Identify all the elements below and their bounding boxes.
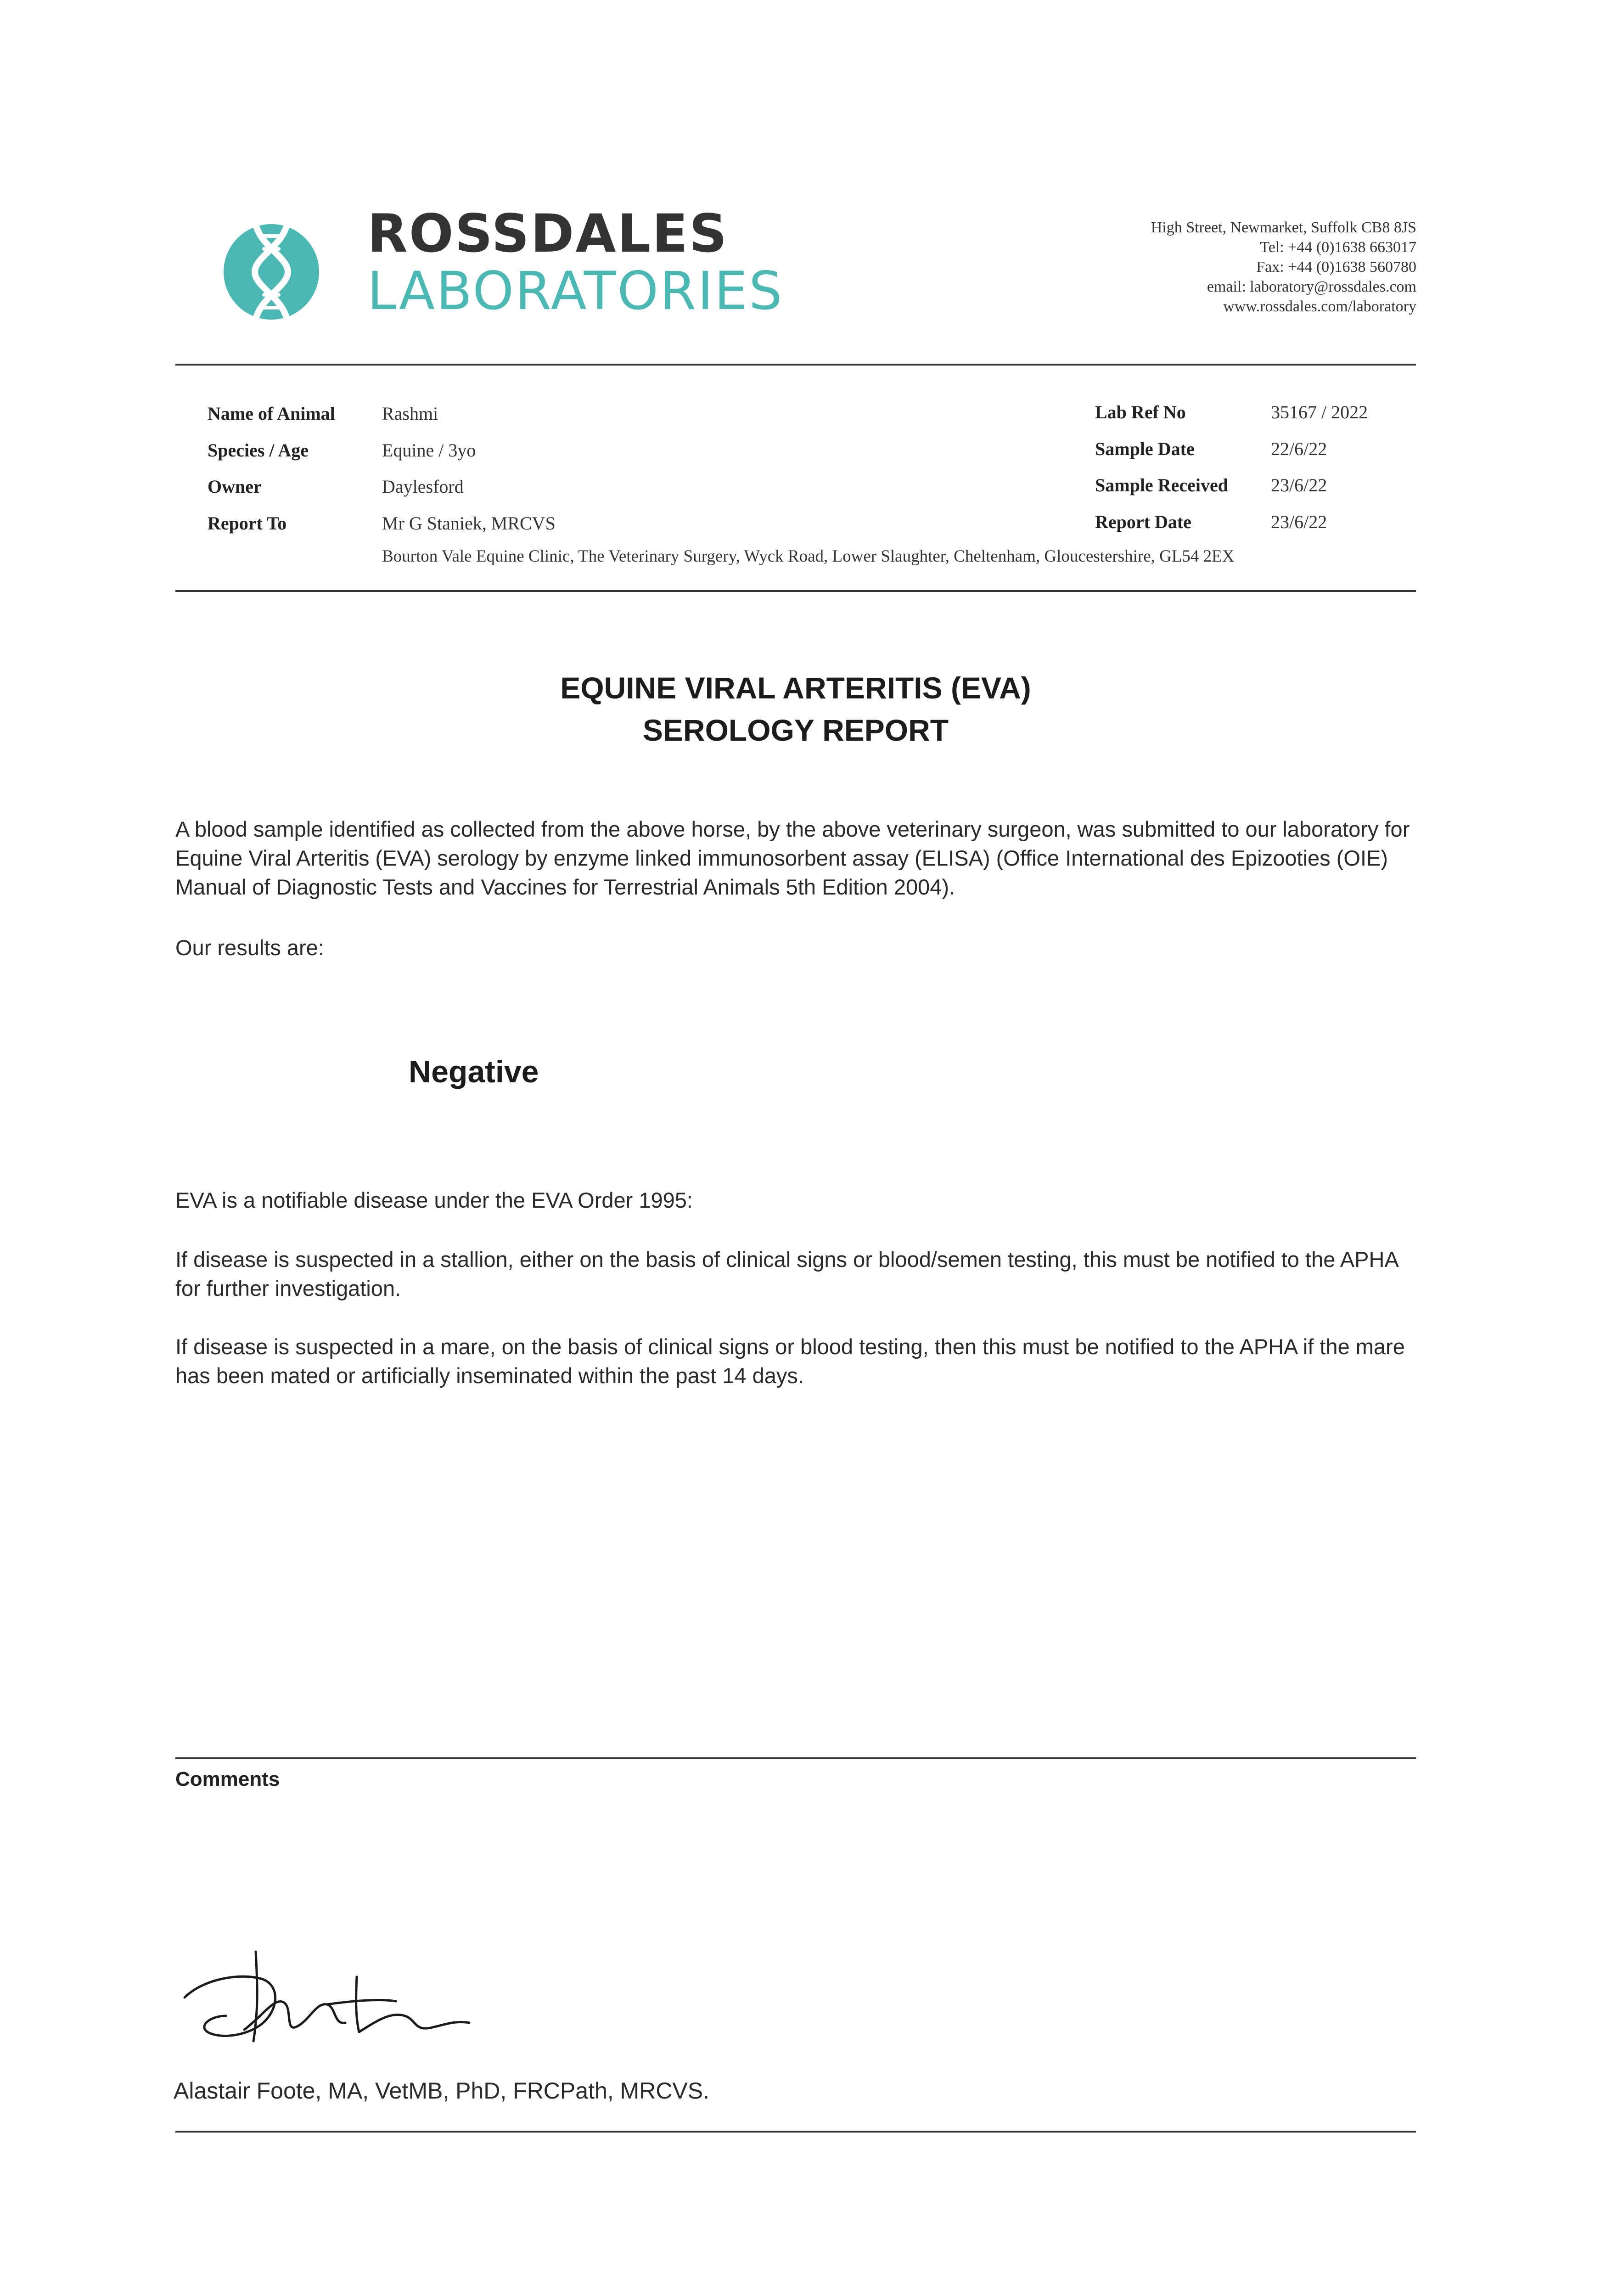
sample-date-label: Sample Date (1095, 439, 1195, 459)
name-of-animal-value: Rashmi (382, 403, 438, 424)
header-divider (175, 364, 1416, 366)
intro-paragraph: A blood sample identified as collected from the above horse, by the above veterinary surgeon, was submitted to our laboratory for Equine Viral Arteritis (EVA) serology by enzyme linked immunosorbent assay (ELISA) (Office International des Epizooties (OIE) Manual of Diagnostic Tests and Vaccines for Terrestrial Animals 5th Edition 2004). (175, 817, 1410, 899)
owner-label: Owner (208, 476, 262, 497)
footer-divider (175, 2131, 1416, 2133)
sample-received-label: Sample Received (1095, 475, 1228, 495)
contact-fax: Fax: +44 (0)1638 560780 (1256, 259, 1416, 276)
brand-name: ROSSDALES (367, 203, 729, 264)
report-date-value: 23/6/22 (1271, 512, 1327, 532)
species-age-value: Equine / 3yo (382, 440, 476, 461)
report-to-label: Report To (208, 513, 287, 534)
species-age-label: Species / Age (208, 440, 309, 461)
signature-image (175, 1947, 497, 2057)
result-value: Negative (409, 1054, 539, 1089)
mare-note: If disease is suspected in a mare, on the basis of clinical signs or blood testing, then this must be notified to the APHA if the mare has been mated or artificially inseminated within the past 14 days. (175, 1334, 1405, 1388)
contact-tel: Tel: +44 (0)1638 663017 (1260, 239, 1416, 256)
comments-divider (175, 1757, 1416, 1759)
sample-received-value: 23/6/22 (1271, 475, 1327, 495)
contact-website[interactable]: www.rossdales.com/laboratory (1223, 298, 1416, 315)
signatory-name: Alastair Foote, MA, VetMB, PhD, FRCPath, MRCVS. (174, 2078, 710, 2104)
contact-email[interactable]: email: laboratory@rossdales.com (1207, 278, 1416, 295)
report-date-label: Report Date (1095, 512, 1191, 532)
report-to-value: Mr G Staniek, MRCVS (382, 513, 556, 534)
stallion-note: If disease is suspected in a stallion, either on the basis of clinical signs or blood/semen testing, this must be notified to the APHA for further investigation. (175, 1247, 1398, 1300)
notifiable-statement: EVA is a notifiable disease under the EVA Order 1995: (175, 1188, 693, 1212)
owner-value: Daylesford (382, 476, 464, 497)
results-intro: Our results are: (175, 935, 324, 960)
dna-helix-icon (223, 212, 320, 332)
brand-subtitle: LABORATORIES (367, 260, 784, 321)
report-subtitle: SEROLOGY REPORT (642, 713, 949, 747)
lab-ref-label: Lab Ref No (1095, 402, 1186, 422)
contact-block (1151, 218, 1416, 316)
comments-label: Comments (175, 1768, 280, 1790)
contact-address: High Street, Newmarket, Suffolk CB8 8JS (1151, 219, 1416, 236)
name-of-animal-label: Name of Animal (208, 403, 335, 424)
details-divider (175, 590, 1416, 592)
report-to-address: Bourton Vale Equine Clinic, The Veterinary Surgery, Wyck Road, Lower Slaughter, Cheltenham, Gloucestershire, GL54 2EX (382, 547, 1235, 566)
report-title: EQUINE VIRAL ARTERITIS (EVA) (560, 671, 1031, 705)
lab-ref-value: 35167 / 2022 (1271, 402, 1368, 422)
sample-date-value: 22/6/22 (1271, 439, 1327, 459)
